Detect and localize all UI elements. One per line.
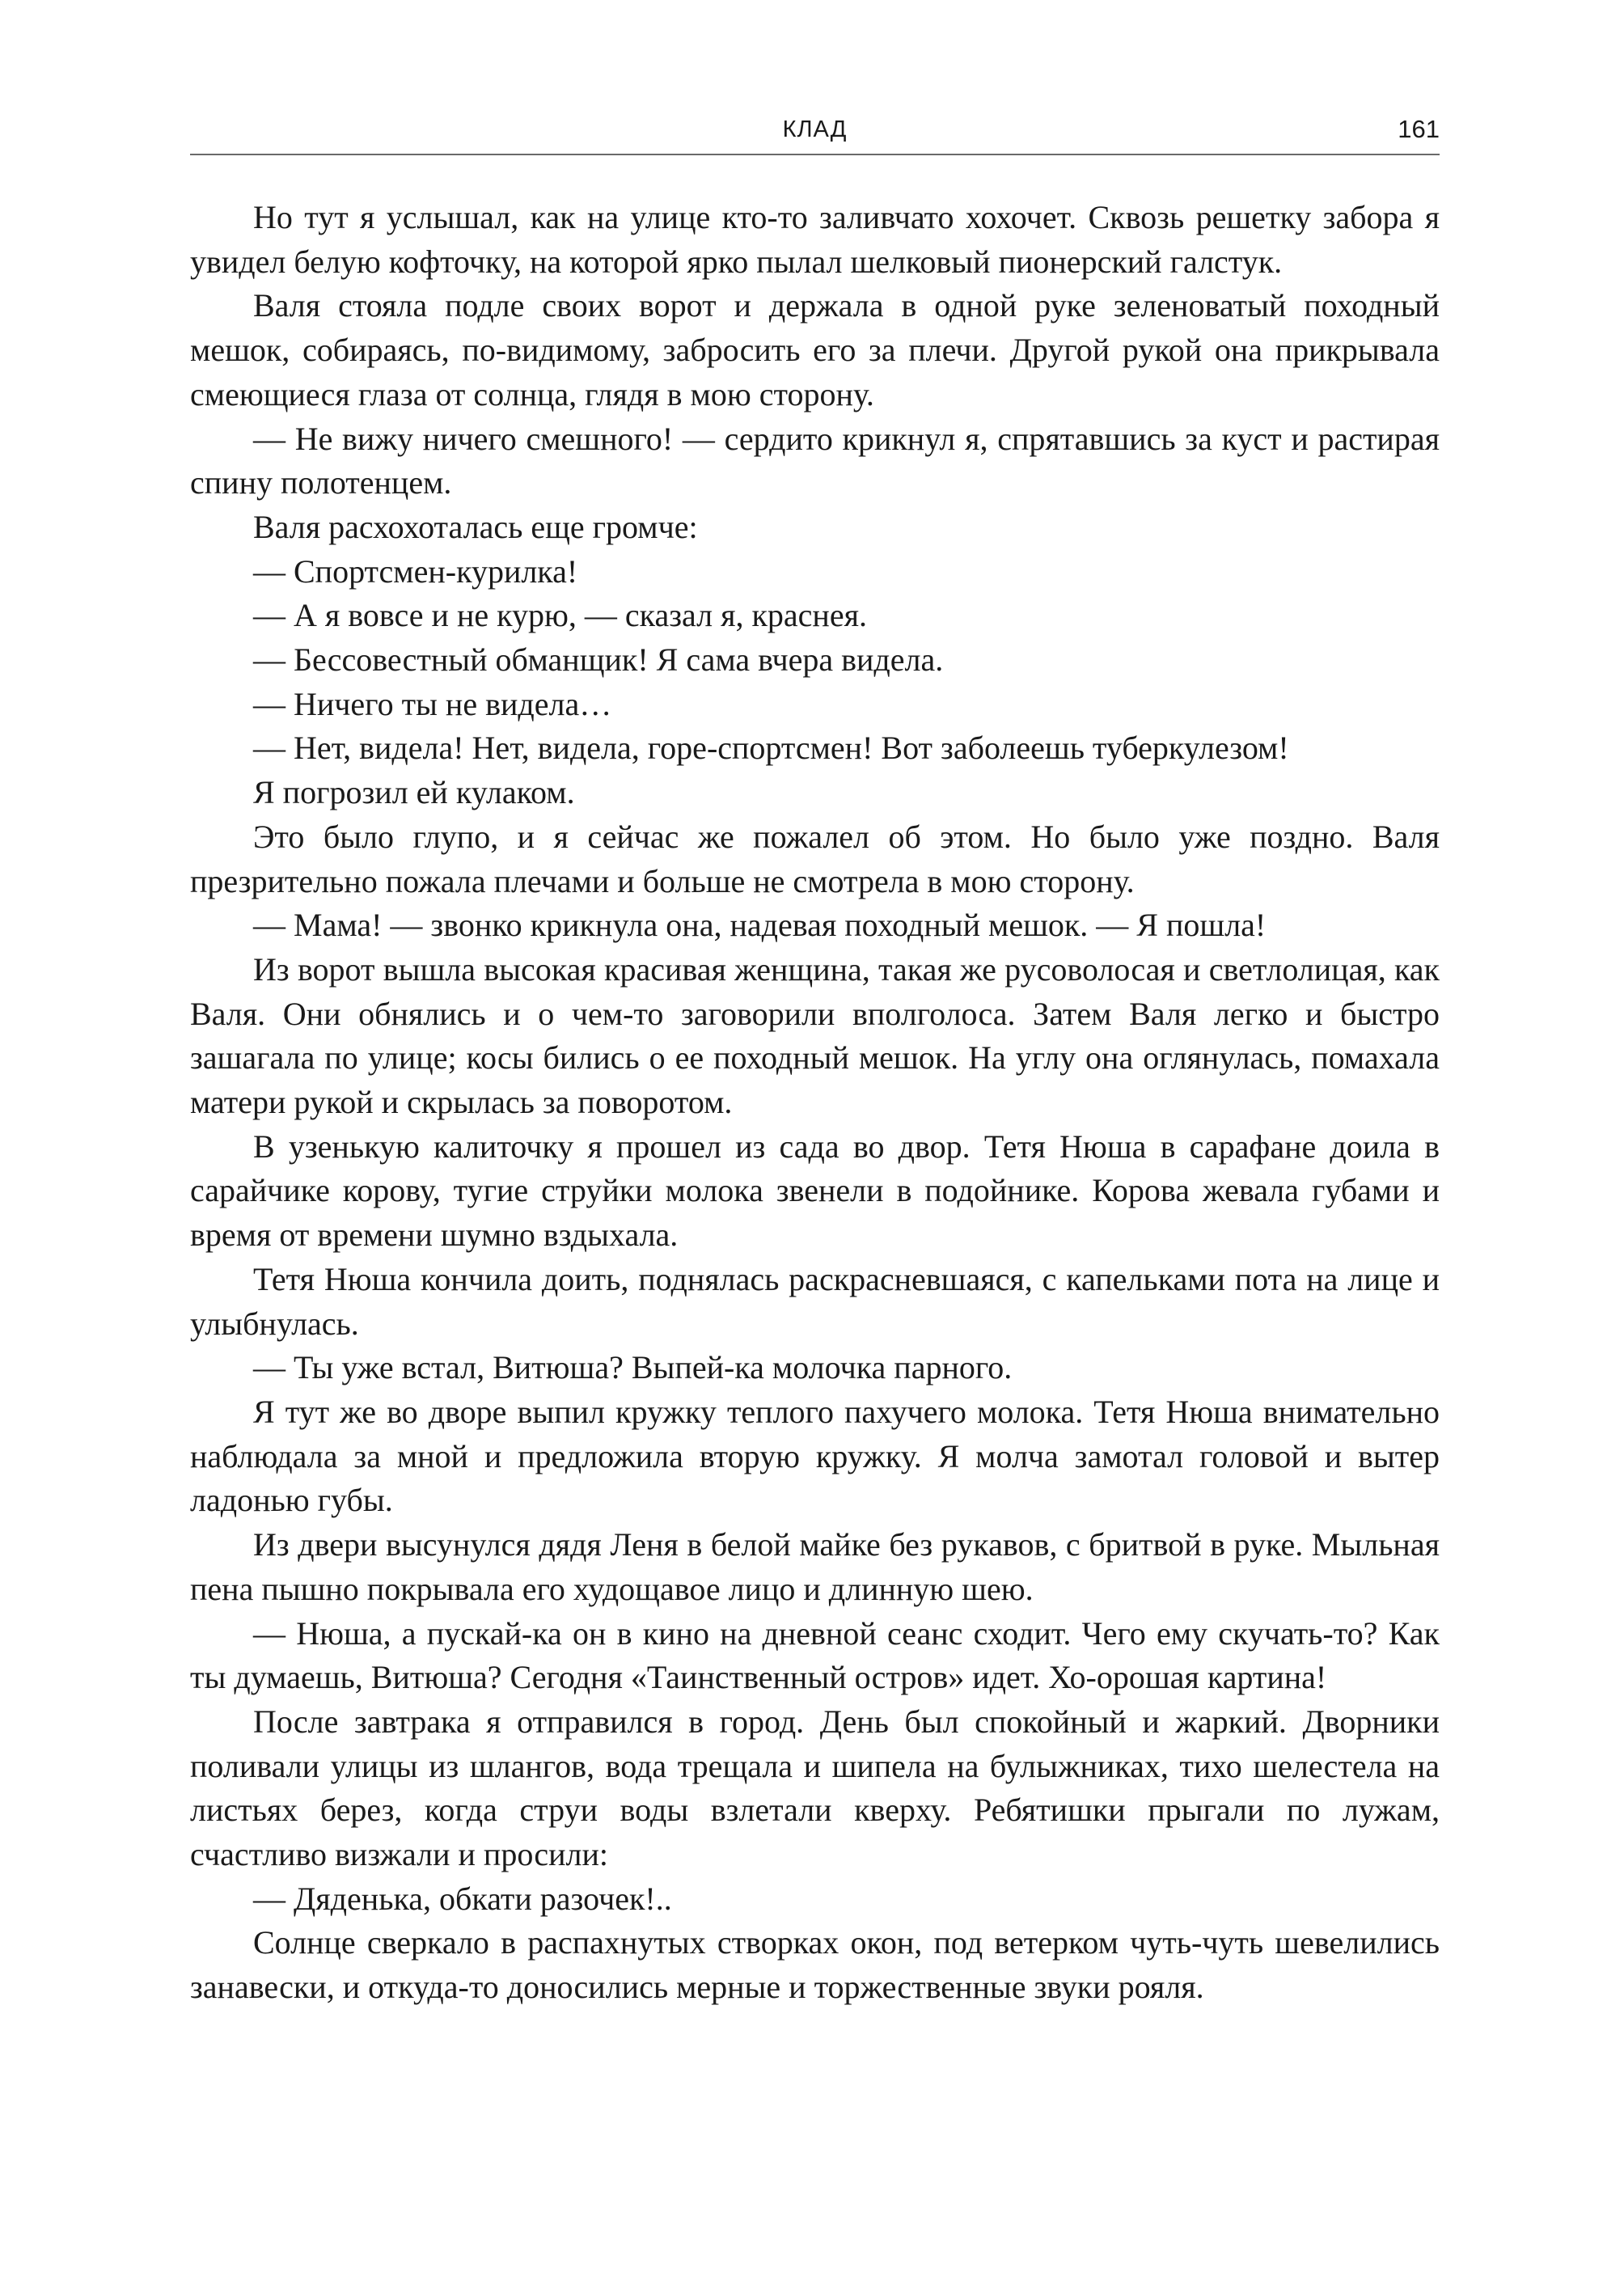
paragraph: Я погрозил ей кулаком.: [253, 774, 575, 811]
paragraph: Валя расхохоталась еще громче:: [253, 508, 698, 545]
paragraph: Валя стояла подле своих ворот и держала в одной руке зеленоватый походный мешок, собираясь, по-видимому, забросить его за плечи. Другой рукой она прикрывала смеющиеся глаза от солнца, глядя в мою сторону.: [190, 287, 1440, 412]
paragraph: — Бессовестный обманщик! Я сама вчера видела.: [253, 641, 944, 679]
paragraph: — Не вижу ничего смешного! — сердито крикнул я, спрятавшись за куст и растирая спину полотенцем.: [190, 420, 1440, 501]
paragraph: — Нюша, а пускай-ка он в кино на дневной сеанс сходит. Чего ему скучать-то? Как ты думаешь, Витюша? Сегодня «Таинственный остров» идет. Хо-орошая картина!: [190, 1614, 1440, 1696]
page-number: 161: [1398, 115, 1440, 143]
paragraph: — Дяденька, обкати разочек!..: [253, 1880, 672, 1917]
paragraph: — Спортсмен-курилка!: [253, 552, 578, 590]
paragraph: — Ничего ты не видела…: [253, 685, 612, 722]
paragraph: После завтрака я отправился в город. День был спокойный и жаркий. Дворники поливали улицы из шлангов, вода трещала и шипела на булыжниках, тихо шелестела на листьях берез, когда струи воды взлетали кверху. Ребятишки прыгали по лужам, счастливо визжали и просили:: [190, 1703, 1440, 1873]
paragraph: Из двери высунулся дядя Леня в белой майке без рукавов, с бритвой в руке. Мыльная пена пышно покрывала его худощавое лицо и длинную шею.: [190, 1526, 1440, 1607]
paragraph: Тетя Нюша кончила доить, поднялась раскрасневшаяся, с капельками пота на лице и улыбнулась.: [190, 1260, 1440, 1342]
paragraph: Из ворот вышла высокая красивая женщина, такая же русоволосая и светлолицая, как Валя. Они обнялись и о чем-то заговорили вполголоса. Затем Валя легко и быстро зашагала по улице; косы бились о ее походный мешок. На углу она оглянулась, помахала матери рукой и скрылась за поворотом.: [190, 950, 1440, 1121]
running-header: [190, 112, 1440, 155]
paragraph: Это было глупо, и я сейчас же пожалел об этом. Но было уже поздно. Валя презрительно пожала плечами и больше не смотрела в мою сторону.: [190, 818, 1440, 899]
paragraph: Но тут я услышал, как на улице кто-то заливчато хохочет. Сквозь решетку забора я увидел белую кофточку, на которой ярко пылал шелковый пионерский галстук.: [190, 199, 1440, 280]
running-title: КЛАД: [782, 116, 848, 142]
paragraph: — Нет, видела! Нет, видела, горе-спортсмен! Вот заболеешь туберкулезом!: [253, 730, 1289, 767]
body-text: [190, 196, 1440, 2010]
paragraph: — Ты уже встал, Витюша? Выпей-ка молочка парного.: [253, 1349, 1013, 1386]
paragraph: Солнце сверкало в распахнутых створках окон, под ветерком чуть-чуть шевелились занавески, и откуда-то доносились мерные и торжественные звуки рояля.: [190, 1924, 1440, 2006]
paragraph: В узенькую калиточку я прошел из сада во двор. Тетя Нюша в сарафане доила в сарайчике корову, тугие струйки молока звенели в подойнике. Корова жевала губами и время от времени шумно вздыхала.: [190, 1127, 1440, 1254]
paragraph: Я тут же во дворе выпил кружку теплого пахучего молока. Тетя Нюша внимательно наблюдала за мной и предложила вторую кружку. Я молча замотал головой и вытер ладонью губы.: [190, 1393, 1440, 1519]
paragraph: — Мама! — звонко крикнула она, надевая походный мешок. — Я пошла!: [253, 907, 1267, 944]
paragraph: — А я вовсе и не курю, — сказал я, краснея.: [253, 597, 867, 634]
